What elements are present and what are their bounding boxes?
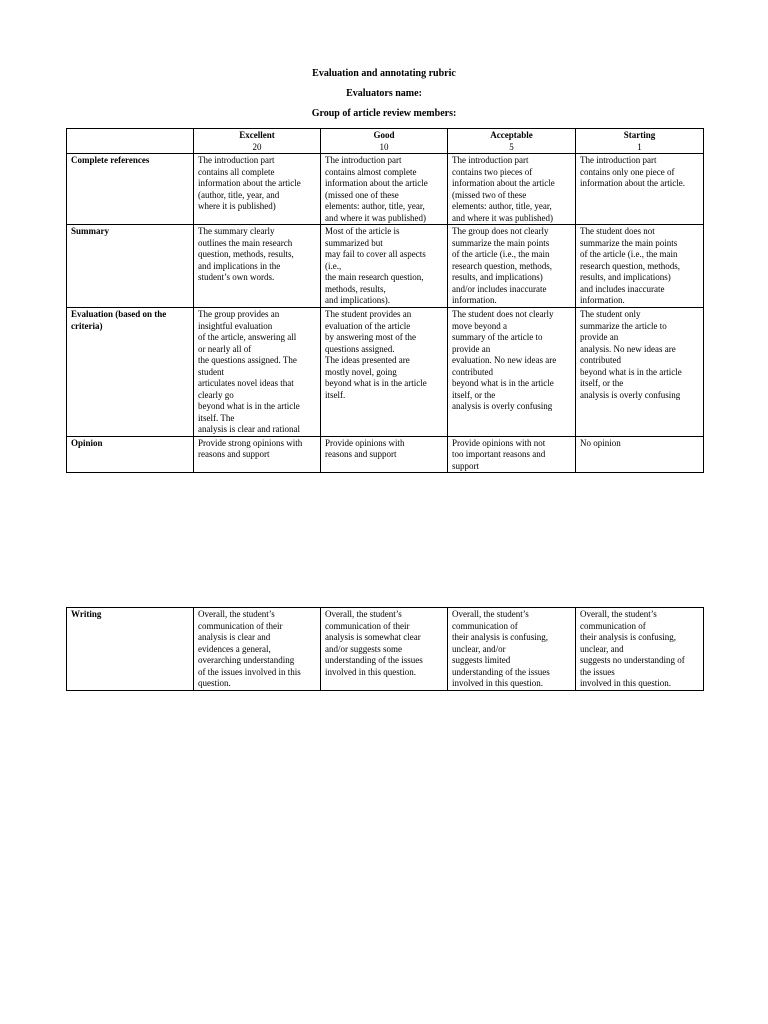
descriptor-line: information about the article — [325, 178, 428, 188]
descriptor-line: The group does not clearly — [452, 226, 549, 236]
row-writing — [67, 608, 704, 691]
level-starting-header: Starting 1 — [576, 129, 704, 154]
criterion-cell — [67, 225, 194, 308]
criterion-label: Evaluation (based on the — [71, 309, 167, 319]
descriptor-line: student’s own words. — [198, 272, 275, 282]
descriptor-line: communication of their — [198, 620, 283, 631]
descriptor-cell-starting — [576, 436, 704, 473]
descriptor-line: too important reasons and — [452, 449, 546, 459]
descriptor-line: contributed — [580, 355, 621, 365]
criterion-label: Writing — [71, 609, 102, 619]
descriptor-line: results, and implications) — [580, 272, 671, 282]
descriptor-cell-acceptable — [448, 436, 576, 473]
descriptor-line: student — [198, 366, 224, 377]
descriptor-line: and where it was published) — [452, 212, 553, 223]
descriptor-line: methods, results, — [325, 283, 386, 294]
descriptor-line: unclear, and — [580, 643, 624, 654]
descriptor-line: The student provides an — [325, 309, 412, 319]
descriptor-line: questions assigned. — [325, 343, 395, 354]
descriptor-line: evidences a general, — [198, 643, 271, 654]
descriptor-line: The introduction part — [198, 155, 275, 165]
row-opinion — [67, 436, 704, 473]
descriptor-line: contains all complete — [198, 166, 275, 177]
descriptor-line: elements: author, title, year, — [452, 201, 552, 211]
descriptor-cell-starting — [576, 308, 704, 437]
criterion-cell — [67, 608, 194, 691]
descriptor-line: contains two pieces of — [452, 166, 533, 177]
descriptor-line: summarize the article to — [580, 320, 667, 331]
descriptor-line: summarize the main points — [452, 237, 550, 248]
descriptor-line: may fail to cover all aspects — [325, 249, 426, 259]
descriptor-cell-good — [321, 154, 448, 225]
descriptor-line: summary of the article to — [452, 332, 543, 342]
rubric-title: Evaluation and annotating rubric — [312, 68, 456, 79]
descriptor-line: provide an — [580, 332, 619, 342]
descriptor-line: Overall, the student’s — [580, 609, 657, 619]
descriptor-cell-acceptable — [448, 308, 576, 437]
descriptor-line: (missed two of these — [452, 189, 527, 200]
descriptor-line: results, and implications) — [452, 272, 543, 282]
descriptor-line: articulates novel ideas that — [198, 378, 294, 388]
descriptor-line: and/or includes inaccurate — [452, 283, 547, 294]
descriptor-cell-good — [321, 436, 448, 473]
descriptor-cell-acceptable — [448, 154, 576, 225]
descriptor-line: The ideas presented are — [325, 355, 410, 365]
descriptor-line: involved in this question. — [452, 678, 543, 688]
descriptor-line: No opinion — [580, 437, 621, 448]
descriptor-line: research question, methods, — [452, 260, 552, 271]
descriptor-line: where it is published) — [198, 201, 276, 211]
descriptor-line: involved in this question. — [580, 678, 671, 688]
descriptor-cell-good — [321, 225, 448, 308]
descriptor-line: outlines the main research — [198, 237, 293, 248]
descriptor-line: by answering most of the — [325, 332, 416, 342]
descriptor-line: itself. The — [198, 412, 235, 423]
descriptor-line: provide an — [452, 343, 491, 354]
descriptor-line: evaluation. No new ideas are — [452, 355, 557, 365]
criterion-label: Opinion — [71, 437, 103, 448]
descriptor-line: information. — [580, 295, 625, 305]
descriptor-line: analysis is overly confusing — [580, 389, 681, 400]
descriptor-line: support — [452, 460, 479, 471]
descriptor-line: information about the article — [452, 178, 555, 188]
descriptor-line: suggests no understanding of — [580, 655, 685, 665]
descriptor-line: (i.e., — [325, 260, 342, 271]
descriptor-line: question. — [198, 678, 231, 688]
descriptor-line: Overall, the student’s — [198, 609, 275, 619]
level-good-header: Good 10 — [321, 129, 448, 154]
descriptor-line: the issues — [580, 666, 615, 677]
rubric-corner-cell — [67, 129, 194, 154]
group-members-label: Group of article review members: — [311, 108, 457, 119]
descriptor-line: elements: author, title, year, — [325, 201, 425, 211]
descriptor-line: and includes inaccurate — [580, 283, 665, 294]
descriptor-cell-acceptable — [448, 225, 576, 308]
descriptor-line: analysis is clear and rational — [198, 424, 300, 434]
descriptor-line: understanding of the issues — [452, 666, 550, 677]
descriptor-line: reasons and support — [325, 449, 397, 459]
descriptor-line: their analysis is confusing, — [452, 632, 548, 642]
descriptor-line: (missed one of these — [325, 189, 399, 200]
descriptor-line: move beyond a — [452, 320, 507, 331]
descriptor-line: information about the article. — [580, 178, 685, 188]
descriptor-line: research question, methods, — [580, 260, 680, 271]
descriptor-line: beyond what is in the article — [452, 378, 554, 388]
descriptor-line: itself. — [325, 389, 346, 400]
descriptor-line: and where it was published) — [325, 212, 426, 223]
descriptor-line: reasons and support — [198, 449, 270, 459]
descriptor-line: communication of their — [325, 620, 410, 631]
criterion-label: Complete references — [71, 155, 150, 165]
descriptor-line: of the article, answering all — [198, 332, 297, 342]
descriptor-cell-starting — [576, 225, 704, 308]
descriptor-line: their analysis is confusing, — [580, 632, 676, 642]
descriptor-line: information. — [452, 295, 497, 305]
descriptor-cell-excellent — [194, 154, 321, 225]
criterion-cell — [67, 154, 194, 225]
descriptor-line: (author, title, year, and — [198, 189, 280, 200]
descriptor-line: the main research question, — [325, 272, 424, 282]
criterion-label: Summary — [71, 226, 109, 236]
descriptor-line: contributed — [452, 366, 493, 377]
descriptor-line: The introduction part — [452, 155, 529, 165]
descriptor-line: and implications). — [325, 295, 390, 305]
descriptor-line: The introduction part — [325, 155, 402, 165]
rubric-header-row — [67, 129, 704, 154]
level-excellent-header: Excellent 20 — [194, 129, 321, 154]
descriptor-line: information about the article — [198, 178, 301, 188]
descriptor-line: beyond what is in the article — [580, 366, 682, 377]
descriptor-cell-excellent — [194, 225, 321, 308]
rubric-table — [66, 128, 704, 473]
descriptor-line: analysis is overly confusing — [452, 401, 553, 411]
descriptor-line: summarized but — [325, 237, 383, 248]
descriptor-line: question, methods, results, — [198, 249, 294, 259]
rubric-writing-table — [66, 607, 704, 691]
descriptor-line: itself, or the — [580, 378, 624, 388]
descriptor-line: insightful evaluation — [198, 320, 273, 331]
row-summary — [67, 225, 704, 308]
descriptor-line: The student only — [580, 309, 641, 319]
descriptor-cell-good — [321, 608, 448, 691]
descriptor-line: mostly novel, going — [325, 366, 397, 377]
descriptor-line: Most of the article is — [325, 226, 400, 236]
descriptor-line: The summary clearly — [198, 226, 275, 236]
row-evaluation — [67, 308, 704, 437]
descriptor-cell-good — [321, 308, 448, 437]
descriptor-line: itself, or the — [452, 389, 496, 400]
descriptor-line: overarching understanding — [198, 655, 295, 665]
row-complete-references — [67, 154, 704, 225]
descriptor-cell-starting — [576, 608, 704, 691]
descriptor-line: communication of — [580, 620, 646, 631]
descriptor-line: and implications in the — [198, 260, 281, 271]
descriptor-cell-excellent — [194, 608, 321, 691]
descriptor-line: Provide opinions with — [325, 437, 405, 448]
descriptor-line: Provide strong opinions with — [198, 437, 303, 448]
descriptor-line: contains only one piece of — [580, 166, 675, 177]
descriptor-line: The student does not — [580, 226, 655, 236]
criterion-cell — [67, 308, 194, 437]
descriptor-line: Overall, the student’s — [452, 609, 529, 619]
descriptor-line: clearly go — [198, 389, 234, 400]
descriptor-line: of the article (i.e., the main — [452, 249, 550, 259]
descriptor-cell-starting — [576, 154, 704, 225]
descriptor-line: or nearly all of — [198, 343, 252, 354]
descriptor-line: Provide opinions with not — [452, 437, 546, 448]
descriptor-line: analysis is somewhat clear — [325, 632, 421, 642]
descriptor-line: analysis is clear and — [198, 632, 271, 642]
descriptor-line: of the issues involved in this — [198, 666, 301, 677]
descriptor-cell-acceptable — [448, 608, 576, 691]
descriptor-cell-excellent — [194, 436, 321, 473]
descriptor-line: beyond what is in the article — [198, 401, 300, 411]
descriptor-line: suggests limited — [452, 655, 511, 665]
evaluators-name-label: Evaluators name: — [346, 88, 422, 99]
descriptor-line: and/or suggests some — [325, 643, 402, 654]
descriptor-line: of the article (i.e., the main — [580, 249, 678, 259]
level-acceptable-header: Acceptable 5 — [448, 129, 576, 154]
descriptor-line: contains almost complete — [325, 166, 417, 177]
descriptor-line: beyond what is in the article — [325, 378, 427, 388]
descriptor-cell-excellent — [194, 308, 321, 437]
descriptor-line: communication of — [452, 620, 518, 631]
descriptor-line: The group provides an — [198, 309, 280, 319]
criterion-label: criteria) — [71, 320, 103, 331]
descriptor-line: evaluation of the article — [325, 320, 411, 331]
descriptor-line: The student does not clearly — [452, 309, 554, 319]
criterion-cell — [67, 436, 194, 473]
descriptor-line: analysis. No new ideas are — [580, 343, 676, 354]
descriptor-line: unclear, and/or — [452, 643, 506, 654]
descriptor-line: the questions assigned. The — [198, 355, 297, 365]
descriptor-line: involved in this question. — [325, 666, 416, 677]
descriptor-line: understanding of the issues — [325, 655, 423, 665]
descriptor-line: summarize the main points — [580, 237, 678, 248]
descriptor-line: Overall, the student’s — [325, 609, 402, 619]
descriptor-line: The introduction part — [580, 155, 657, 165]
